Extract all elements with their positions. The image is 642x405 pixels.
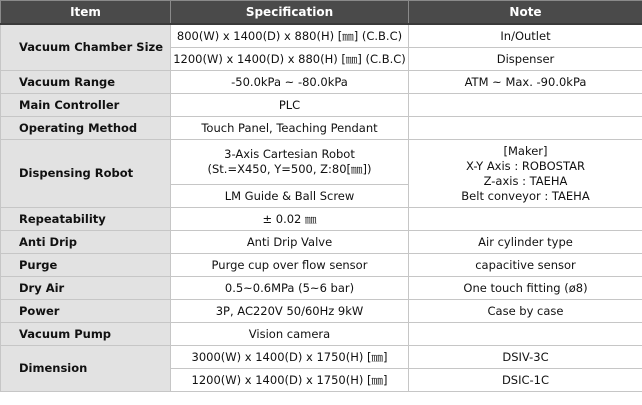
note-cell-maker — [409, 140, 642, 208]
table-row — [1, 277, 642, 300]
spec-cell — [171, 140, 409, 185]
row-label-operating-method: Operating Method — [1, 117, 171, 140]
note-cell: Case by case — [409, 300, 642, 323]
header-item: Item — [1, 1, 171, 25]
note-cell: ATM ~ Max. -90.0kPa — [409, 71, 642, 94]
note-cell — [409, 323, 642, 346]
table-row — [1, 208, 642, 231]
table-row — [1, 323, 642, 346]
row-label-power: Power — [1, 300, 171, 323]
row-label-vacuum-range: Vacuum Range — [1, 71, 171, 94]
table-row — [1, 300, 642, 323]
row-label-vacuum-chamber-size: Vacuum Chamber Size — [1, 24, 171, 71]
note-cell: One touch fitting (ø8) — [409, 277, 642, 300]
row-label-repeatability: Repeatability — [1, 208, 171, 231]
spec-line: 3-Axis Cartesian Robot — [224, 147, 355, 161]
note-cell: Air cylinder type — [409, 231, 642, 254]
table-row — [1, 71, 642, 94]
note-line: X-Y Axis : ROBOSTAR — [466, 158, 585, 173]
note-line: Z-axis : TAEHA — [483, 173, 568, 188]
table-header-row — [1, 1, 642, 25]
spec-cell: Anti Drip Valve — [171, 231, 409, 254]
spec-cell: ± 0.02 ㎜ — [171, 208, 409, 231]
table-row — [1, 346, 642, 369]
note-cell — [409, 208, 642, 231]
note-cell — [409, 117, 642, 140]
table-row — [1, 94, 642, 117]
row-label-purge: Purge — [1, 254, 171, 277]
table-row — [1, 117, 642, 140]
row-label-dimension: Dimension — [1, 346, 171, 392]
note-cell: In/Outlet — [409, 24, 642, 48]
note-cell: DSIV-3C — [409, 346, 642, 369]
note-cell: DSIC-1C — [409, 369, 642, 392]
spec-cell: 0.5~0.6MPa (5~6 bar) — [171, 277, 409, 300]
note-cell: Dispenser — [409, 48, 642, 71]
spec-cell: 800(W) x 1400(D) x 880(H) [㎜] (C.B.C) — [171, 24, 409, 48]
spec-line: (St.=X450, Y=500, Z:80[㎜]) — [207, 162, 372, 176]
spec-cell: 1200(W) x 1400(D) x 880(H) [㎜] (C.B.C) — [171, 48, 409, 71]
spec-cell: Purge cup over flow sensor — [171, 254, 409, 277]
header-specification: Specification — [171, 1, 409, 25]
table-row — [1, 254, 642, 277]
spec-cell: 3000(W) x 1400(D) x 1750(H) [㎜] — [171, 346, 409, 369]
row-label-dispensing-robot: Dispensing Robot — [1, 140, 171, 208]
spec-cell: PLC — [171, 94, 409, 117]
row-label-main-controller: Main Controller — [1, 94, 171, 117]
spec-cell: 1200(W) x 1400(D) x 1750(H) [㎜] — [171, 369, 409, 392]
table-row — [1, 231, 642, 254]
spec-cell: LM Guide & Ball Screw — [171, 185, 409, 208]
spec-cell: Vision camera — [171, 323, 409, 346]
note-line: [Maker] — [503, 143, 548, 158]
table-row — [1, 140, 642, 185]
note-cell: capacitive sensor — [409, 254, 642, 277]
spec-cell: Touch Panel, Teaching Pendant — [171, 117, 409, 140]
row-label-dry-air: Dry Air — [1, 277, 171, 300]
spec-cell: -50.0kPa ~ -80.0kPa — [171, 71, 409, 94]
row-label-anti-drip: Anti Drip — [1, 231, 171, 254]
table-row — [1, 24, 642, 48]
note-cell — [409, 94, 642, 117]
spec-cell: 3P, AC220V 50/60Hz 9kW — [171, 300, 409, 323]
note-line: Belt conveyor : TAEHA — [461, 188, 590, 203]
row-label-vacuum-pump: Vacuum Pump — [1, 323, 171, 346]
header-note: Note — [409, 1, 642, 25]
